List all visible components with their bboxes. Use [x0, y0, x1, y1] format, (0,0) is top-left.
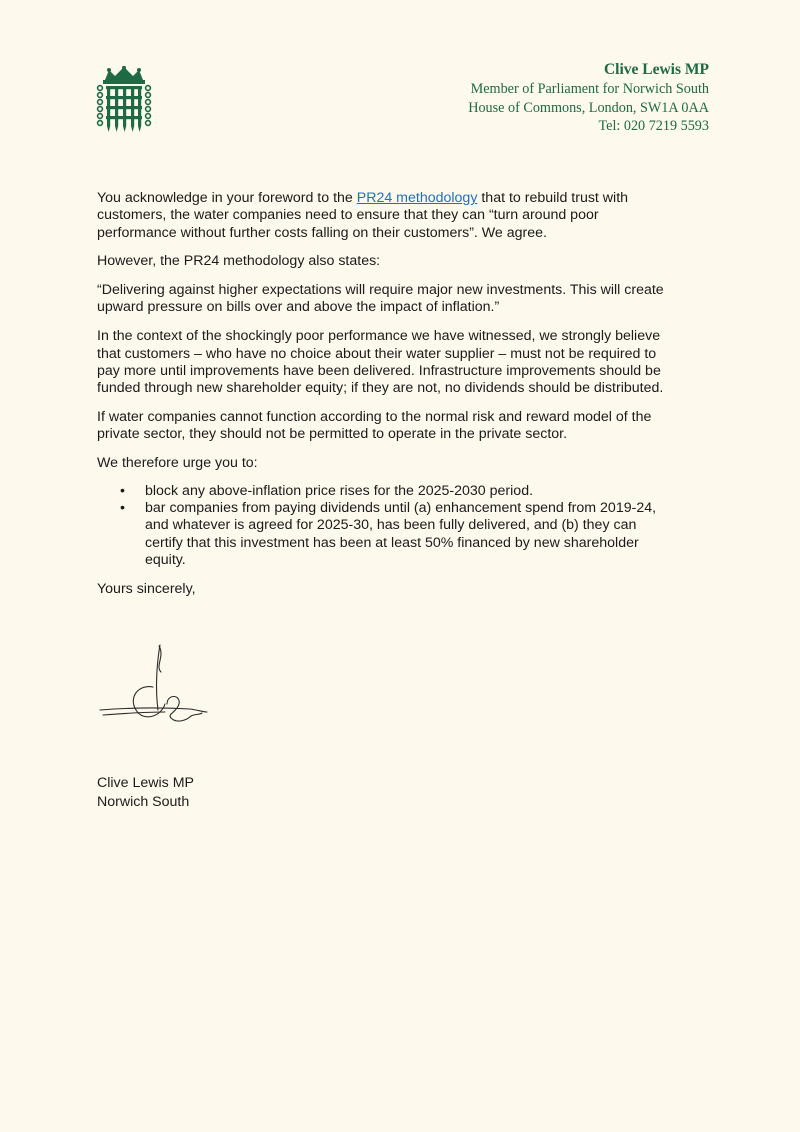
paragraph-customers: In the context of the shockingly poor performance we have witnessed, we strongly believe that customers – who have no choice about their water supplier – must not be required to pay more until improvements have been delivered. Infrastructure improvements should be funded through new shareholder equity; if they are not, no dividends should be distributed. — [97, 328, 664, 397]
paragraph-urge: We therefore urge you to: — [97, 455, 258, 472]
signoff — [97, 774, 194, 811]
closing: Yours sincerely, — [97, 580, 196, 597]
mp-name: Clive Lewis MP — [603, 61, 709, 78]
paragraph-methodology-states: However, the PR24 methodology also states: — [97, 253, 381, 270]
mp-role: Member of Parliament for Norwich South — [470, 81, 709, 97]
letter-body — [97, 190, 667, 610]
paragraph-quote: “Delivering against higher expectations will require major new investments. This will create upward pressure on bills over and above the impact of inflation.” — [97, 282, 664, 316]
signature — [95, 642, 215, 737]
mp-phone: Tel: 020 7219 5593 — [598, 118, 709, 134]
signoff-constituency: Norwich South — [97, 793, 190, 810]
pr24-methodology-link[interactable]: PR24 methodology — [356, 190, 478, 206]
signoff-name: Clive Lewis MP — [97, 775, 194, 791]
demands-list — [97, 483, 667, 569]
mp-address: House of Commons, London, SW1A 0AA — [468, 99, 709, 116]
paragraph-foreword-rest: that to rebuild trust with customers, the water companies need to ensure that they can “turn around poor performance without further costs falling on their customers”. We agree. — [97, 190, 629, 241]
paragraph-foreword-lead: You acknowledge in your foreword to the — [97, 190, 357, 206]
paragraph-private-sector: If water companies cannot function according to the normal risk and reward model of the private sector, they should not be permitted to operate in the private sector. — [97, 408, 652, 443]
portcullis-icon — [95, 66, 153, 134]
letterhead — [468, 60, 709, 136]
paragraph-foreword — [97, 190, 667, 242]
list-item: • block any above-inflation price rises for the 2025-2030 period. — [145, 483, 667, 500]
list-item: • bar companies from paying dividends until (a) enhancement spend from 2019-24, and whatever is agreed for 2025-30, has been fully delivered, and (b) they can certify that this investment has been at least 50% financed by new shareholder equity. — [145, 500, 667, 569]
